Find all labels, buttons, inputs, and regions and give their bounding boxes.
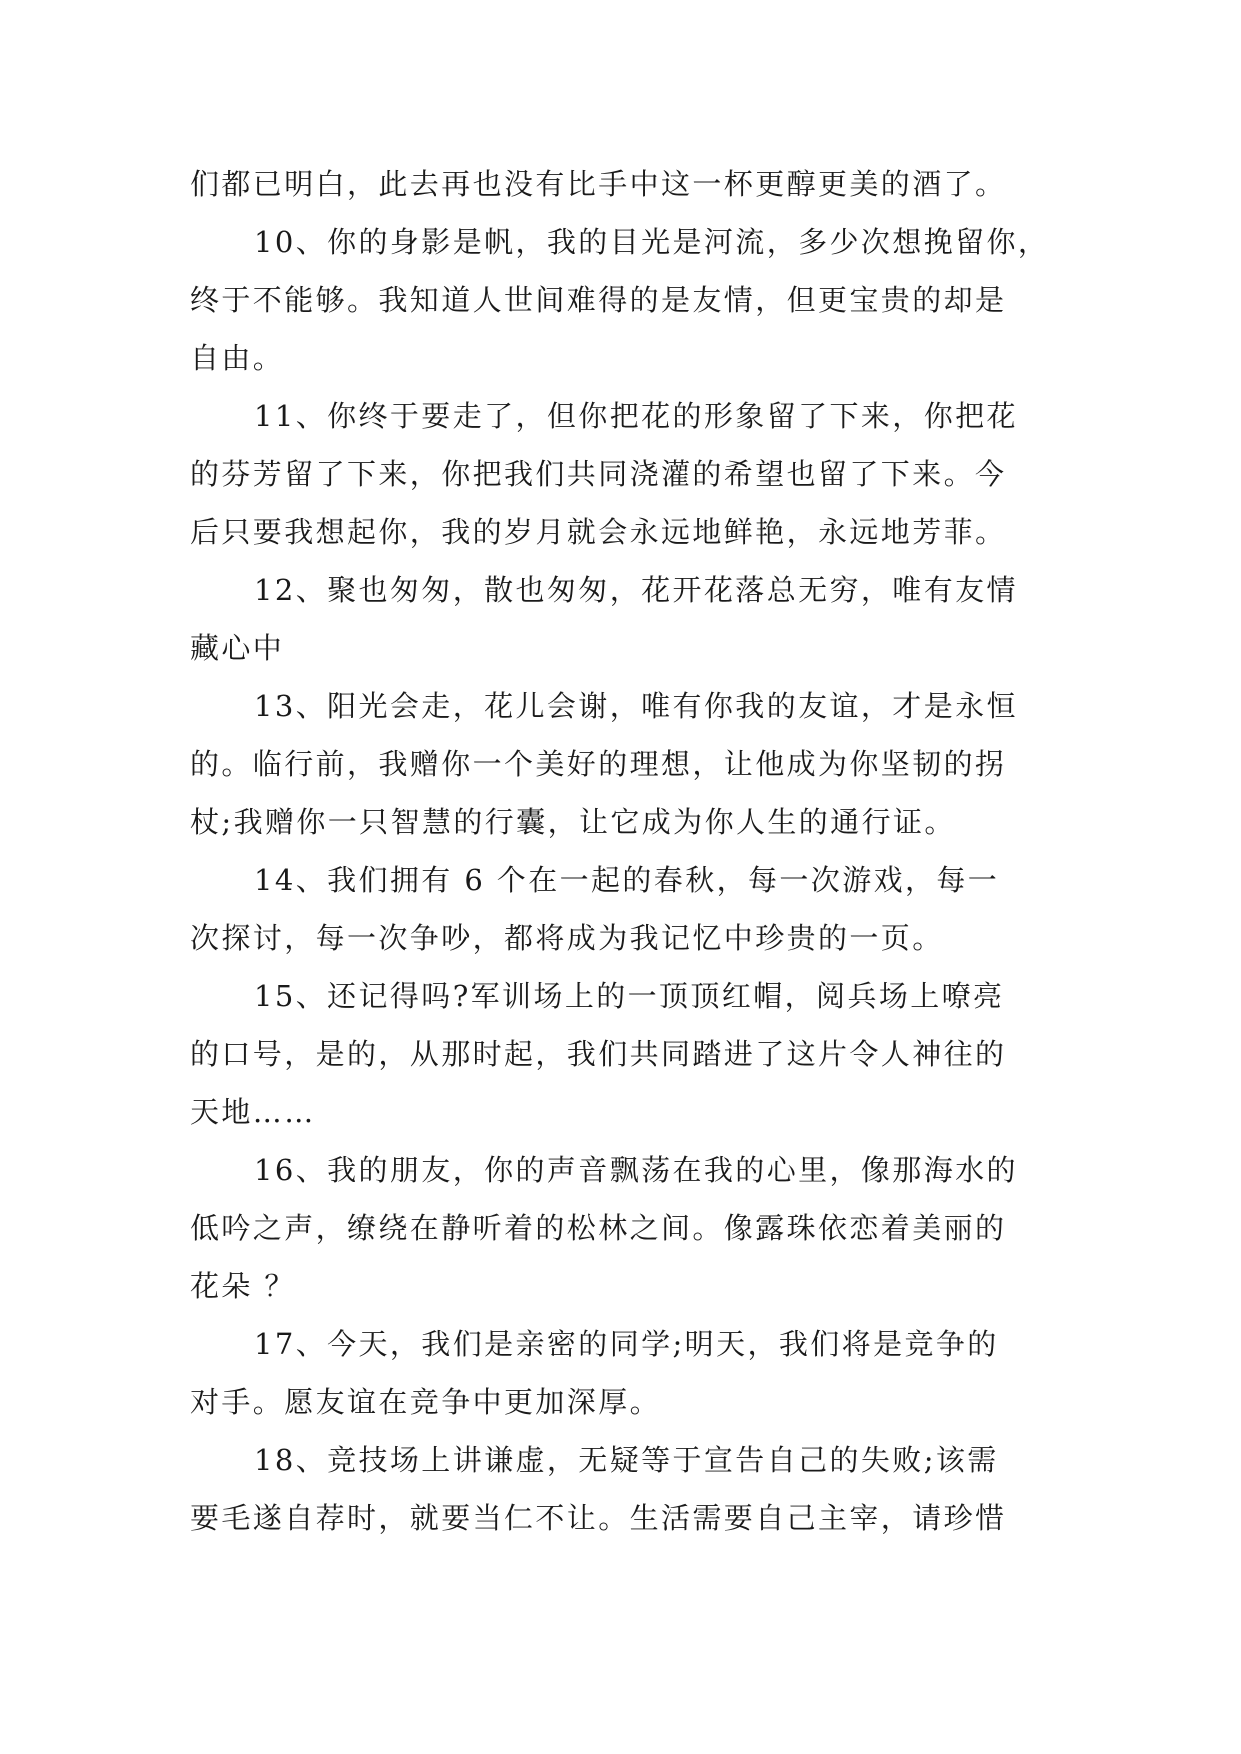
text-line: 花朵 ？ [190,1269,296,1303]
text-line: 杖;我赠你一只智慧的行囊，让它成为你人生的通行证。 [190,805,956,839]
text-line: 们都已明白，此去再也没有比手中这一杯更醇更美的酒了。 [190,167,1007,201]
text-line: 的芬芳留了下来，你把我们共同浇灌的希望也留了下来。今 [190,457,1007,491]
text-line: 17、今天，我们是亲密的同学;明天，我们将是竞争的 [254,1327,999,1361]
text-line: 16、我的朋友，你的声音飘荡在我的心里，像那海水的 [254,1153,1018,1187]
text-line: 12、聚也匆匆，散也匆匆，花开花落总无穷，唯有友情 [254,573,1018,607]
document-body [190,155,1070,1547]
text-line: 后只要我想起你，我的岁月就会永远地鲜艳，永远地芳菲。 [190,515,1007,549]
text-line: 的口号，是的，从那时起，我们共同踏进了这片令人神往的 [190,1037,1007,1071]
text-line: 次探讨，每一次争吵，都将成为我记忆中珍贵的一页。 [190,921,944,955]
text-line: 11、你终于要走了，但你把花的形象留了下来，你把花 [254,399,1018,433]
text-line: 18、竞技场上讲谦虚，无疑等于宣告自己的失败;该需 [254,1443,999,1477]
text-line: 要毛遂自荐时，就要当仁不让。生活需要自己主宰，请珍惜 [190,1501,1007,1535]
text-line: 15、还记得吗?军训场上的一顶顶红帽，阅兵场上嘹亮 [254,979,1005,1013]
text-line: 14、我们拥有 6 个在一起的春秋，每一次游戏，每一 [254,863,1000,897]
text-line: 13、阳光会走，花儿会谢，唯有你我的友谊，才是永恒 [254,689,1018,723]
text-line: 天地…… [190,1095,316,1129]
text-line: 自由。 [190,341,285,375]
text-line: 藏心中 [190,631,285,665]
text-line: 终于不能够。我知道人世间难得的是友情，但更宝贵的却是 [190,283,1007,317]
text-line: 对手。愿友谊在竞争中更加深厚。 [190,1385,662,1419]
text-line: 的。临行前，我赠你一个美好的理想，让他成为你坚韧的拐 [190,747,1007,781]
text-line: 10、你的身影是帆，我的目光是河流，多少次想挽留你， [254,225,1050,259]
text-line: 低吟之声，缭绕在静听着的松林之间。像露珠依恋着美丽的 [190,1211,1007,1245]
